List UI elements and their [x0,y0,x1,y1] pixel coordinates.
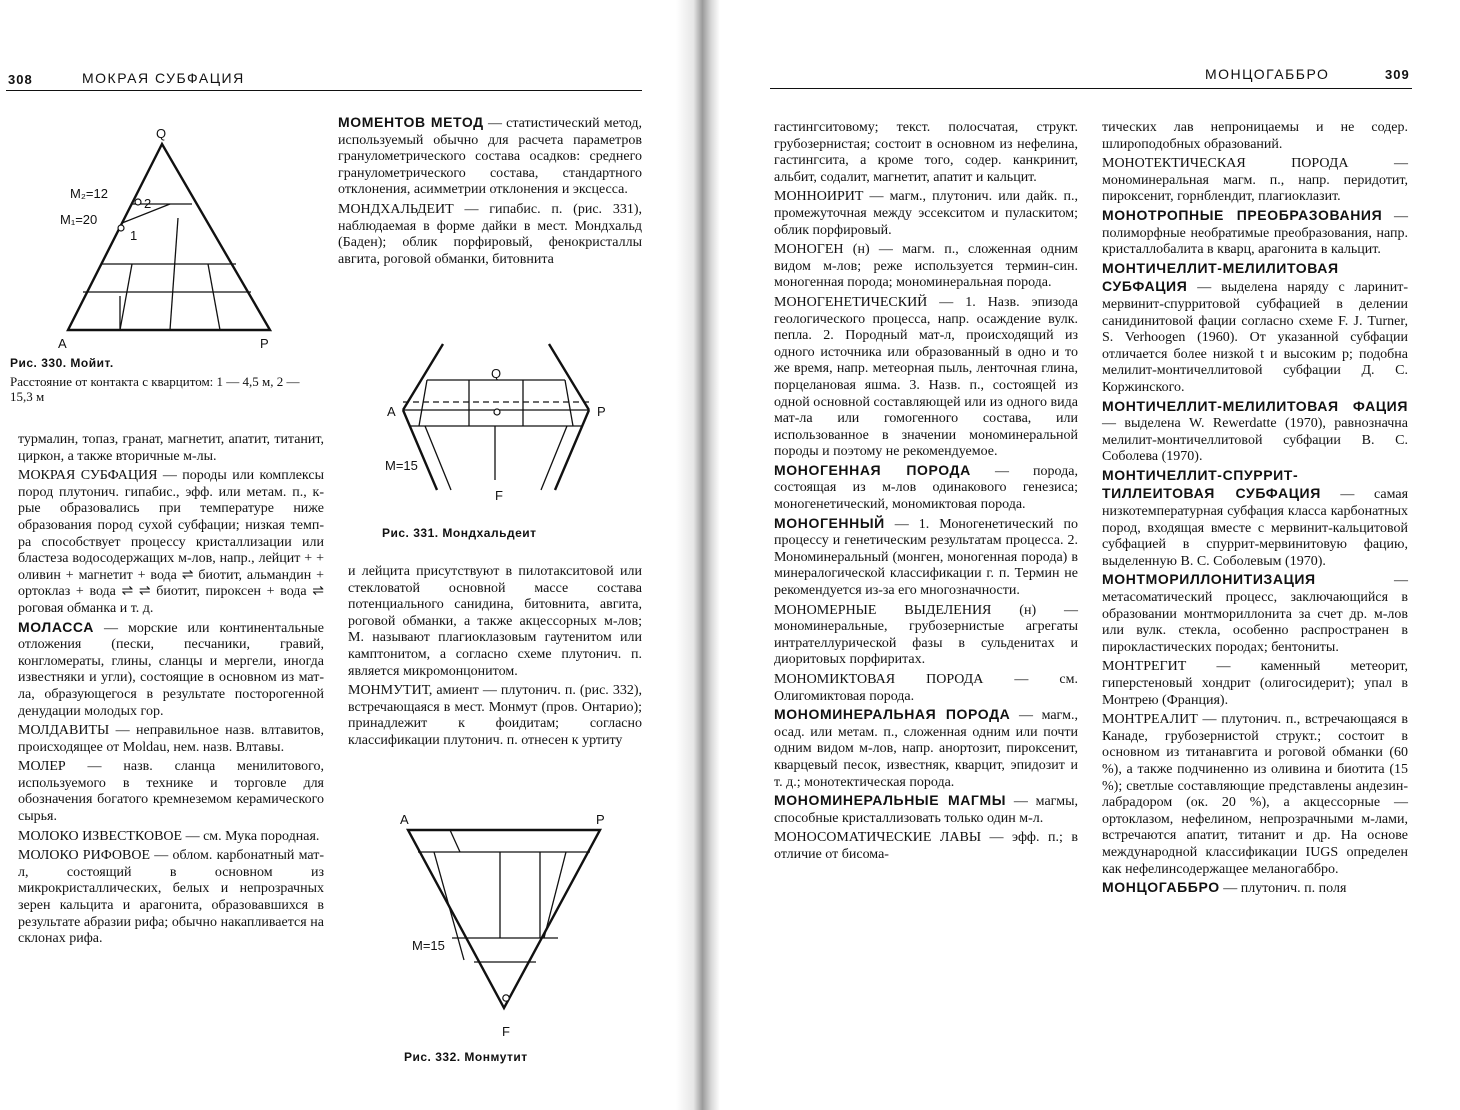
entry: гастингситовому; текст. полосчатая, структ. грубозернистая; состоит в основном из нефелина, гастингсита, а кроме того, содер. канкринит, альбит, содалит, магнетит, апатит и кальцит. [774,120,1078,185]
entry: МОНОГЕНЕТИЧЕСКИЙ — 1. Назв. эпизода геологического процесса, напр. осаждение вулк. пепла. 2. Породный мат-л, происходящий из одного источника или образованный в одно и то же время, напр. метеорная пыль, ленточная глина, порцелановая яшма. 3. Назв. п., состоящей из одной основной составляющей или из одного вида мат-ла или гомогенного состава, или использованное в значении мономинеральной породы и поэтому не рекомендуемое. [774,294,1078,460]
entry: МОНТРЕАЛИТ — плутонич. п., встречающаяся в Канаде, грубозернистой структ.; состоит в основном из титанавгита и роговой обманки (60 %), а также подчиненно из оливина и биотита (15 %); светлые составляющие представлены андезин-лабрадором (ок. 20 %), а акцессорные — ортоклазом, нефелином, непрозрачными м-лами, встречаются апатит, титанит и др. На основе международной классификации IUGS определен как нефелинсодержащее меланогаббро. [1102,712,1408,877]
entry: и лейцита присутствуют в пилотакситовой или стекловатой основной массе состава потенциального санидина, битовнита, авгита, роговой обманки, а также акцессорных м-лов; М. называют плагиоклазовым гаутенитом или камптонитом, а согласно схеме плутонич. п. является микромонцонитом. [348,564,642,679]
fig330-label-p1: 1 [130,228,138,243]
column-3 [774,118,1078,865]
entry: МОЛЕР — назв. сланца менилитового, используемого в технике и торговле для обозначения богатого кремнеземом керамического сырья. [18,759,324,825]
figure-330-triangle [20,120,320,360]
fig330-label-m1: M₁=20 [60,212,98,227]
entry: МОНОСОМАТИЧЕСКИЕ ЛАВЫ — эфф. п.; в отличие от бисома- [774,830,1078,862]
column-2-mid [348,562,642,751]
entry: МОНОГЕННЫЙ — 1. Моногенетический по процессу и генетическим результатам процесса. 2. Мономинеральный (монген, моногенная порода) в минералогической классификации г. п. Термин не рекомендуется из-за его многозначности. [774,514,1078,599]
entry: МОНТМОРИЛЛОНИТИЗАЦИЯ — метасоматический процесс, заключающийся в образовании монтмориллонита за счет др. м-лов или вулк. стекла, особенно распространен в пирокластических породах; бентониты. [1102,571,1408,655]
fig331-caption: Рис. 331. Мондхальдеит [382,526,537,540]
fig330-label-top: Q [156,126,167,141]
entry: МОНТИЧЕЛЛИТ-СПУРРИТ-ТИЛЛЕИТОВАЯ СУБФАЦИЯ — самая низкотемпературная субфация класса карбонатных пород, входящая вместе с мервинит-кальцитовой субфацией в спуррит-мервинитовую фацию, выделенную В. С. Соболевым (1970). [1102,466,1409,569]
entry: МОНТИЧЕЛЛИТ-МЕЛИЛИТОВАЯ ФАЦИЯ — выделена W. Rewerdatte (1970), равнозначна мелилит-монтичеллитовой субфации В. С. Соболева (1970). [1102,397,1408,465]
fig331-label-top: Q [491,366,502,381]
entry: МОНДХАЛЬДЕИТ — гипабис. п. (рис. 331), наблюдаемая в форме дайки в мест. Мондхальд (Баден); облик порфировый, фенокристаллы авгита, роговой обманки, битовнита [338,201,642,267]
fig332-label-right: P [596,812,605,827]
entry: МОНОМИНЕРАЛЬНАЯ ПОРОДА — магм., осад. или метам. п., сложенная одним или почти одним видом м-лов, напр. анортозит, пироксенит, кварцевый песок, известняк, кварцит, эпидозит и т. д.; монотектическая порода. [774,706,1078,790]
running-head-left: МОКРАЯ СУБФАЦИЯ [82,70,245,86]
header-rule-left [6,90,642,91]
entry: МОНОМИКТОВАЯ ПОРОДА — см. Олигомиктовая порода. [774,672,1078,704]
entry: МОНОГЕН (н) — магм. п., сложенная одним видом м-лов; реже используется термин-син. моногенная порода; мономинеральная порода. [774,242,1078,291]
entry: МОНОМИНЕРАЛЬНЫЕ МАГМЫ — магмы, способные кристаллизовать только один м-л. [774,792,1078,826]
column-1 [18,430,324,949]
entry: МОНТРЕГИТ — каменный метеорит, гиперстеновый хондрит (олигосидерит); упал в Монтрею (Франция). [1102,659,1408,708]
fig330-label-left: A [58,336,67,351]
entry: МОЛАССА — морские или континентальные отложения (пески, песчаники, гравий, конгломераты, глины, сланцы и мергели, иногда известняки и угли), состоящие в основном из мат-ла, образующегося в результате посторогенной денудации молодых гор. [18,618,324,719]
column-2-top [338,114,642,269]
fig330-label-m2: M₂=12 [70,186,108,201]
entry: МОЛДАВИТЫ — неправильное назв. влтавитов, происходящее от Moldau, нем. назв. Влтавы. [18,723,324,755]
fig332-label-m: M=15 [412,938,445,953]
fig331-label-m: M=15 [385,458,418,473]
entry: тических лав непроницаемы и не содер. шлироподобных образований. [1102,120,1408,152]
entry: МОНМУТИТ, амиент — плутонич. п. (рис. 332), встречающаяся в мест. Монмут (пров. Онтарио); принадлежит к фоидитам; согласно классификации плутонич. п. отнесен к уртиту [348,683,642,748]
fig332-label-bottom: F [502,1024,510,1039]
column-4 [1102,118,1408,899]
entry: МОЛОКО ИЗВЕСТКОВОЕ — см. Мука породная. [18,828,320,844]
entry: МОНОТЕКТИЧЕСКАЯ ПОРОДА — мономинеральная магм. п., напр. перидотит, пироксенит, горнблендит, плагиоклазит. [1102,156,1408,205]
fig330-note: Расстояние от контакта с кварцитом: 1 — 4,5 м, 2 — 15,3 м [10,374,300,404]
entry: МОНЦОГАББРО — плутонич. п. поля [1102,879,1347,897]
entry: МОМЕНТОВ МЕТОД — статистический метод, используемый обычно для расчета параметров гранулометрического состава осадков: среднего гранулометрического состава, стандартного отклонения, асимметрии отклонения и эксцесса. [338,114,642,198]
book-spine [676,0,720,1110]
entry: МОЛОКО РИФОВОЕ — облом. карбонатный мат-л, состоящий в основном из микрокристаллических, белых и непрозрачных зерен кальцита и арагонита, образовавшихся в результате абразии рифа; обычно накапливается на склонах рифа. [18,848,324,947]
entry: МОКРАЯ СУБФАЦИЯ — породы или комплексы пород плутонич. гипабис., эфф. или метам. п., к-рые образовались при температуре ниже образования пород сухой субфации; низкая темп-ра способствует процессу кристаллизации или бластеза водосодержащих м-лов, напр., лейцит + + оливин + магнетит + вода ⇌ биотит, альмандин + ортоклаз + вода ⇌ ⇌ биотит, пироксен + вода ⇌ роговая обманка и т. д. [18,468,324,616]
fig330-label-p2: 2 [144,196,152,211]
entry: МОНОМЕРНЫЕ ВЫДЕЛЕНИЯ (н) — мономинеральные, грубозернистые агрегаты интрателлурической фазы в сульденитах и диоритовых порфиритах. [774,602,1078,668]
fig330-label-right: P [260,336,269,351]
entry: МОНОГЕННАЯ ПОРОДА — порода, состоящая из м-лов одинакового генезиса; моногенетический, мономиктовая порода. [774,461,1078,513]
fig331-label-bottom: F [495,488,503,503]
figure-331-diagram [365,340,625,510]
fig332-caption: Рис. 332. Монмутит [404,1050,528,1064]
header-rule-right [770,88,1412,89]
entry: МОНОТРОПНЫЕ ПРЕОБРАЗОВАНИЯ — полиморфные необратимые преобразования, напр. кристаллобалита в кварц, арагонита в кальцит. [1102,206,1408,258]
fig330-caption: Рис. 330. Мойит. [10,356,114,370]
entry: МОННОИРИТ — магм., плутонич. или дайк. п., промежуточная между эссекситом и пуласкитом; облик порфировый. [774,189,1078,238]
page-number-left: 308 [8,72,33,87]
entry: МОНТИЧЕЛЛИТ-МЕЛИЛИТОВАЯ СУБФАЦИЯ — выделена наряду с ларинит-мервинит-спурритовой субфацией в делении санидинитовой фации согласно схеме F. J. Turner, S. Verhoogen (1960). От указанной субфации отличается более низкой t и высоким p; подобна мелилит-монтичеллитовой субфации Д. С. Коржинского. [1102,259,1408,395]
figure-332-triangle [390,810,630,1040]
running-head-right: МОНЦОГАББРО [1205,66,1330,82]
entry: турмалин, топаз, гранат, магнетит, апатит, титанит, циркон, а также вторичные м-лы. [18,432,324,464]
fig332-label-left: A [400,812,409,827]
fig331-label-left: A [387,404,396,419]
page-number-right: 309 [1385,67,1410,82]
fig331-label-right: P [597,404,606,419]
